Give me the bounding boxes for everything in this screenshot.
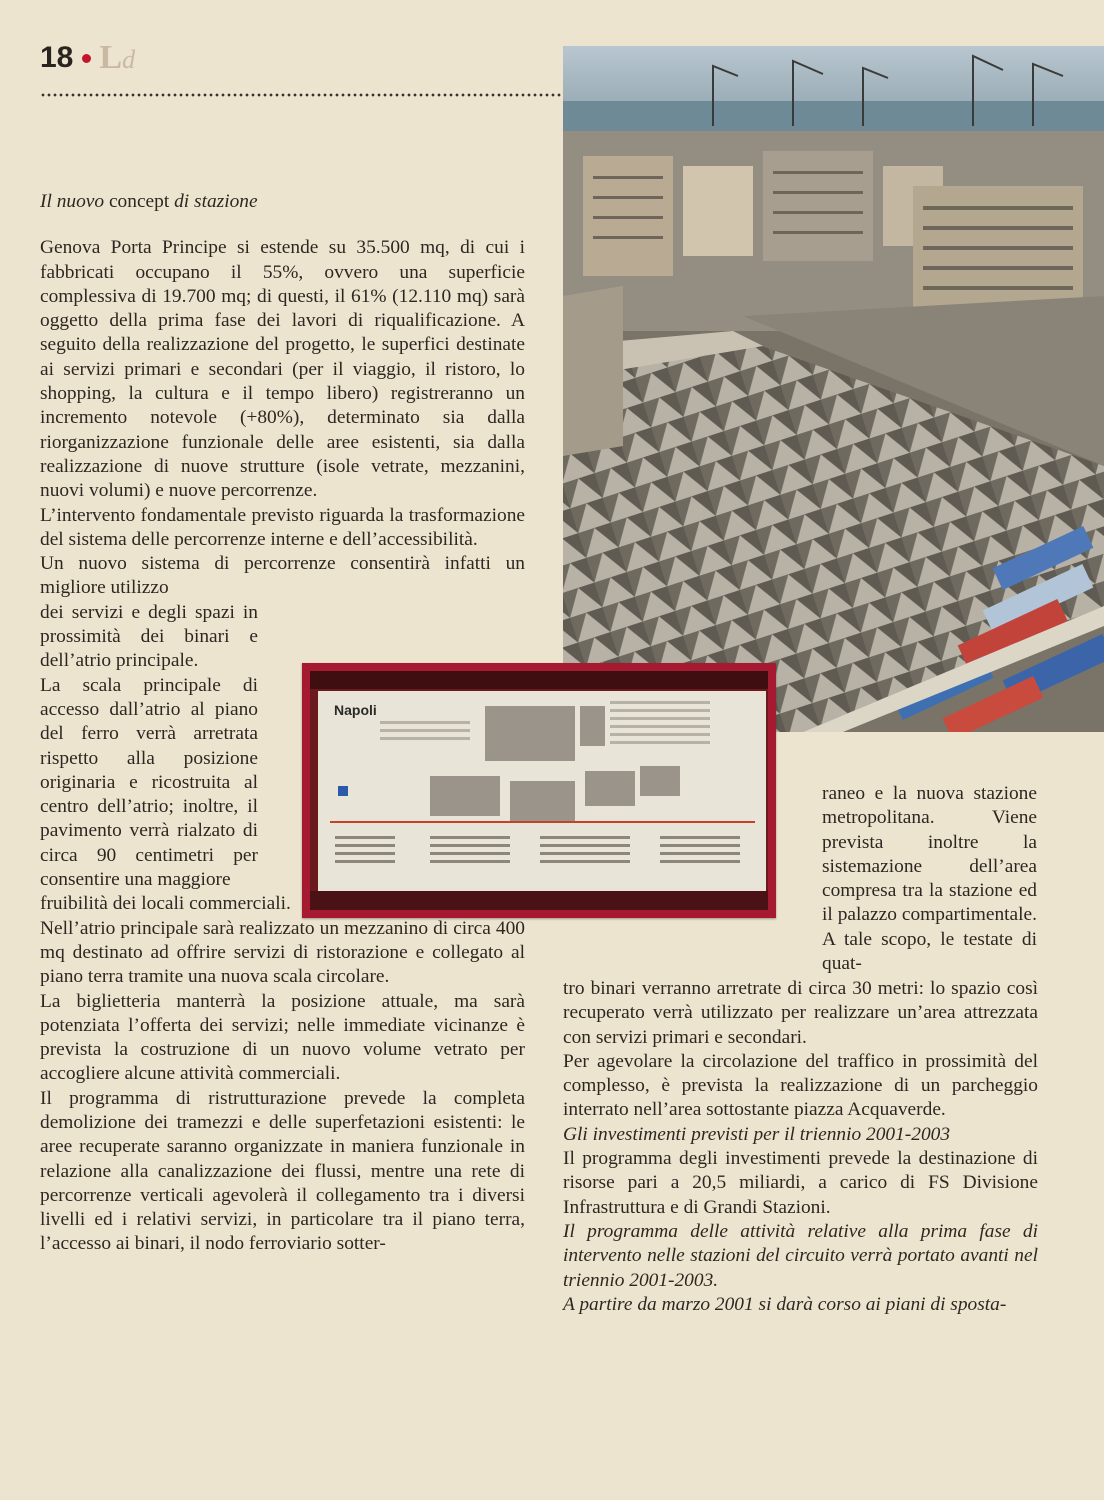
aerial-photo-illustration [563, 46, 1104, 732]
paragraph: tro binari verranno arretrate di circa 30 metri: lo spazio così recuperato verrà utilizzato per realizzare un’area attrezzata con servizi primari e secondari. [563, 978, 1038, 1048]
paragraph-narrow: La scala principale di accesso dall’atrio al piano del ferro verrà arretrata rispetto alla posizione originaria e ricostruita al centro dell’atrio; inoltre, il pavimento verrà rialzato di circa 90 centimetri per consentire una maggiore [40, 674, 258, 891]
paragraph: Un nuovo sistema di percorrenze consentirà infatti un migliore utilizzo [40, 553, 525, 599]
panel-title: Napoli [334, 702, 377, 718]
section-subheading: Gli investimenti previsti per il triennio 2001-2003 [563, 1123, 951, 1145]
right-column-narrow [822, 782, 1037, 976]
paragraph-narrow: dei servizi e degli spazi in prossimità dei binari e dell’atrio principale. [40, 601, 258, 672]
red-bullet-icon [82, 54, 91, 63]
paragraph: Il programma di ristrutturazione prevede la completa demolizione dei tramezzi e delle superfetazioni esistenti: le aree recuperate saranno organizzate in maniera funzionale in relazione alla canalizzazione dei flussi, mentre una rete di percorrenze verticali agevolerà il collegamento tra i diversi livelli ed i relativi servizi, in particolare tra il piano terra, l’accesso ai binari, il nodo ferroviario sotter- [40, 1087, 525, 1255]
paragraph-italic: A partire da marzo 2001 si darà corso ai piani di sposta- [563, 1293, 1007, 1315]
paragraph-narrow: raneo e la nuova stazione metropolitana. Viene prevista inoltre la sistemazione dell’area compresa tra la stazione ed il palazzo compartimentale. A tale scopo, le testate di quat- [822, 783, 1037, 975]
left-column [40, 190, 525, 1257]
paragraph: Genova Porta Principe si estende su 35.500 mq, di cui i fabbricati occupano il 55%, ovvero una superficie complessiva di 19.700 mq; di questi, il 61% (12.110 mq) sarà oggetto della prima fase dei lavori di riqualificazione. A seguito della realizzazione del progetto, le superfici destinate ai servizi primari e secondari (per il viaggio, il ristoro, lo shopping, la cultura e il tempo libero) registreranno un incremento notevole (+80%), determinato sia dalla riorganizzazione funzionale delle aree esistenti, sia dalla realizzazione di nuove strutture (isole vetrate, mezzanini, nuovi volumi) e nuove percorrenze. [40, 237, 525, 502]
dotted-rule [40, 93, 565, 97]
logo-letter: L [99, 39, 123, 76]
logo-sub-letter: d [122, 45, 136, 74]
aerial-station-photo [563, 46, 1104, 732]
paragraph: Nell’atrio principale sarà realizzato un mezzanino di circa 400 mq destinato ad offrire servizi di ristorazione e collegato al piano terra tramite una nuova scala circolare. [40, 917, 525, 988]
paragraph: L’intervento fondamentale previsto riguarda la trasformazione del sistema delle percorrenze interne e dell’accessibilità. [40, 504, 525, 550]
paragraph-italic: Il programma delle attività relative alla prima fase di intervento nelle stazioni del circuito verrà portato avanti nel triennio 2001-2003. [563, 1220, 1038, 1291]
paragraph: Per agevolare la circolazione del traffico in prossimità del complesso, è prevista la realizzazione di un parcheggio interrato nell’area sottostante piazza Acquaverde. [563, 1050, 1038, 1121]
paragraph: La biglietteria manterrà la posizione attuale, ma sarà potenziata l’offerta dei servizi; nelle immediate vicinanze è prevista la costruzione di un nuovo volume vetrato per accogliere alcune attività commerciali. [40, 990, 525, 1085]
right-column [563, 977, 1038, 1317]
section-heading: Il nuovo concept di stazione [40, 191, 258, 212]
page-header [40, 38, 135, 78]
page-number: 18 [40, 41, 74, 74]
paragraph: Il programma degli investimenti prevede la destinazione di risorse pari a 20,5 miliardi, a carico di FS Divisione Infrastruttura e di Grandi Stazioni. [563, 1148, 1038, 1218]
magazine-logo [99, 41, 135, 75]
paragraph: fruibilità dei locali commerciali. [40, 893, 291, 915]
